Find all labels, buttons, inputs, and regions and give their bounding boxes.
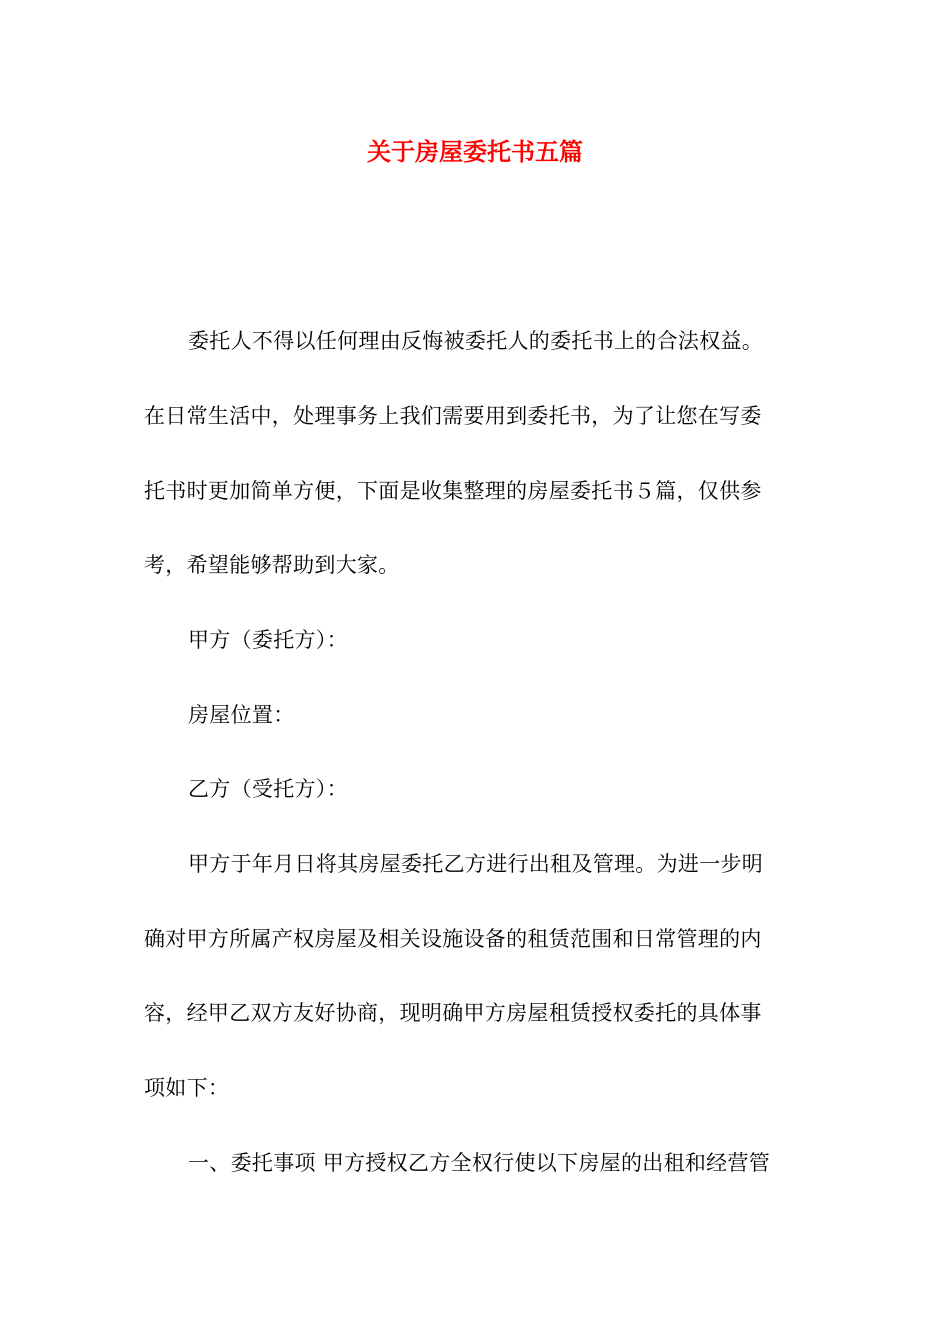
paragraph-line: 甲方（委托方）： — [188, 628, 348, 652]
paragraph-line: 项如下： — [144, 1076, 230, 1100]
document-title: 关于房屋委托书五篇 — [367, 137, 583, 166]
paragraph-line: 容，经甲乙双方友好协商，现明确甲方房屋租赁授权委托的具体事 — [144, 1001, 762, 1025]
paragraph-line: 考，希望能够帮助到大家。 — [144, 553, 400, 577]
paragraph-line: 房屋位置： — [188, 703, 295, 727]
paragraph-line: 乙方（受托方）： — [188, 777, 348, 801]
paragraph-line: 在日常生活中，处理事务上我们需要用到委托书，为了让您在写委 — [144, 404, 762, 428]
paragraph-line: 确对甲方所属产权房屋及相关设施设备的租赁范围和日常管理的内 — [144, 927, 762, 951]
paragraph-line: 一、委托事项 甲方授权乙方全权行使以下房屋的出租和经营管 — [188, 1151, 771, 1175]
paragraph-line: 委托人不得以任何理由反悔被委托人的委托书上的合法权益。 — [188, 329, 764, 353]
paragraph-line: 托书时更加简单方便，下面是收集整理的房屋委托书５篇，仅供参 — [144, 479, 762, 503]
paragraph-line: 甲方于年月日将其房屋委托乙方进行出租及管理。为进一步明 — [188, 852, 764, 876]
